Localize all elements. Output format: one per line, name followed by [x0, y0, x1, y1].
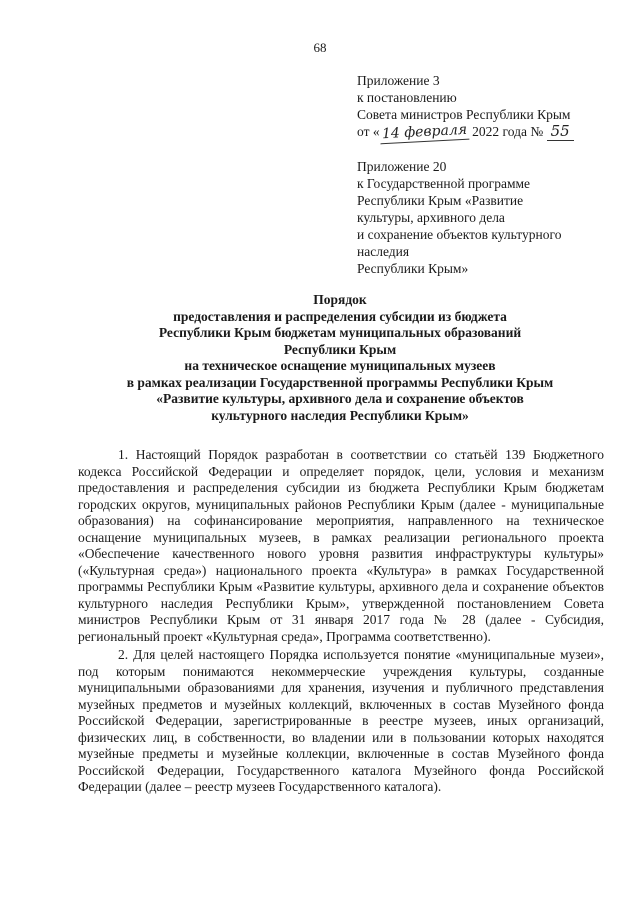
title-line: культурного наследия Республики Крым» [211, 407, 469, 423]
appendix-3-line: Приложение 3 [357, 73, 440, 88]
paragraph-2: 2. Для целей настоящего Порядка используется понятие «муниципальные музеи», под которым понимаются некоммерческие учреждения культуры, созданные муниципальными образованиями для хранения, изучения и публичного представления музейных предметов и музейных коллекций, включенных в состав Музейного фонда Российской Федерации, зарегистрированные в реестре музеев, иных организаций, физических лиц, в собственности, во владении или в пользовании которых находятся музейные предметы и музейные коллекции, включенные в состав Музейного фонда Российской Федерации, Государственного каталога Музейного фонда Российской Федерации (далее – реестр музеев Государственного каталога). [78, 647, 604, 794]
title-line: Республики Крым [283, 341, 397, 357]
paragraph-1: 1. Настоящий Порядок разработан в соответствии со статьёй 139 Бюджетного кодекса Российской Федерации и определяет порядок, цели, условия и механизм предоставления и распределения субсидии из бюджета Республики Крым бюджетам городских округов, муниципальных районов Республики Крым (далее - муниципальные образования) на софинансирование мероприятия, направленного на техническое оснащение муниципальных музеев, в рамках реализации регионального проекта «Обеспечение качественного нового уровня развития инфраструктуры культуры» («Культурная среда») национального проекта «Культура» в рамках Государственной программы Республики Крым «Развитие культуры, архивного дела и сохранение объектов культурного наследия Республики Крым», утвержденной постановлением Совета министров Республики Крым от 31 января 2017 года № 28 (далее - Субсидия, региональный проект «Культурная среда», Программа соответственно). [78, 447, 604, 644]
title-line: на техническое оснащение муниципальных музеев [184, 358, 496, 373]
appendix-20-line: Приложение 20 [357, 159, 447, 174]
date-suffix: 2022 года № [468, 124, 544, 139]
title-line: Порядок [313, 292, 367, 307]
appendix-3-line: Совета министров Республики Крым [357, 107, 571, 122]
title-line: «Развитие культуры, архивного дела и сохранение объектов [156, 391, 524, 406]
document-title [60, 292, 620, 424]
appendix-3-block [357, 72, 617, 142]
title-line: предоставления и распределения субсидии из бюджета [173, 308, 507, 324]
page-number: 68 [313, 40, 327, 55]
appendix-20-line: к Государственной программе [357, 176, 531, 191]
appendix-20-block [357, 158, 617, 277]
appendix-20-line: Республики Крым «Развитие [357, 193, 524, 208]
appendix-20-line: и сохранение объектов культурного [357, 227, 562, 242]
appendix-3-date-line [357, 123, 617, 142]
document-body [78, 447, 604, 798]
appendix-20-line: Республики Крым» [357, 261, 469, 276]
date-prefix: от « [357, 124, 380, 139]
handwritten-number: 55 [547, 123, 574, 141]
title-line: Республики Крым бюджетам муниципальных образований [158, 325, 522, 340]
title-line: в рамках реализации Государственной программы Республики Крым [126, 374, 554, 390]
appendix-20-line: культуры, архивного дела [357, 210, 505, 225]
appendix-20-line: наследия [357, 244, 410, 259]
handwritten-date: 14 февраля [379, 122, 469, 145]
appendix-3-line: к постановлению [357, 90, 457, 105]
